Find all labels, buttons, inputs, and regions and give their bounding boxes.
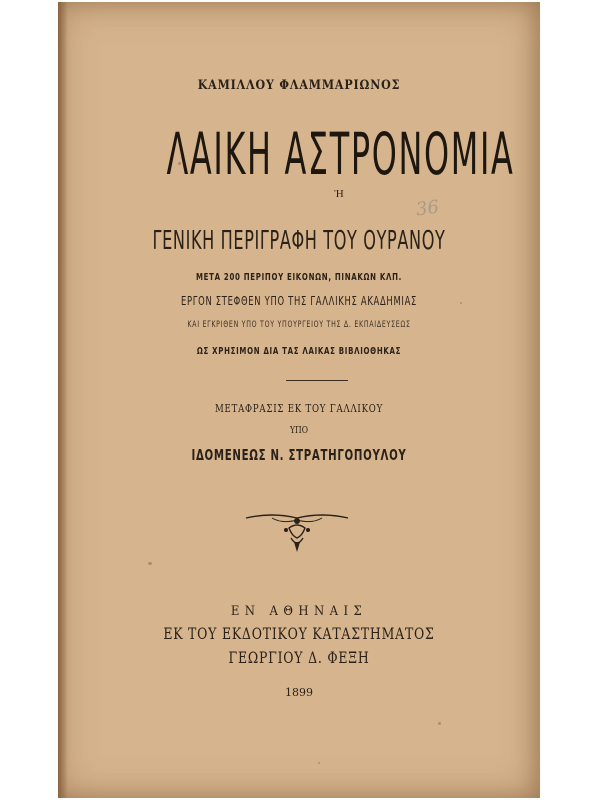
book-title: ΛΑΙΚΗ ΑΣΤΡΟΝΟΜΙΑ bbox=[166, 120, 515, 188]
paper-speck bbox=[318, 762, 320, 764]
publication-place: ΕΝ ΑΘΗΝΑΙΣ bbox=[230, 604, 368, 619]
handwritten-pencil-mark: 36 bbox=[414, 196, 441, 221]
library-use-note: ΩΣ ΧΡΗΣΙΜΟΝ ΔΙΑ ΤΑΣ ΛΑΙΚΑΣ ΒΙΒΛΙΟΘΗΚΑΣ bbox=[196, 346, 402, 357]
translation-note: ΜΕΤΑΦΡΑΣΙΣ ΕΚ ΤΟΥ ΓΑΛΛΙΚΟΥ bbox=[214, 402, 384, 415]
publication-year: 1899 bbox=[285, 686, 313, 699]
title-page bbox=[58, 2, 540, 798]
paper-speck bbox=[148, 562, 152, 565]
paper-speck bbox=[460, 302, 462, 304]
translator-name: ΙΔΟΜΕΝΕΩΣ Ν. ΣΤΡΑΤΗΓΟΠΟΥΛΟΥ bbox=[191, 446, 407, 464]
by-label: ΥΠΟ bbox=[289, 426, 308, 436]
paper-speck bbox=[438, 722, 441, 725]
illustrations-note: ΜΕΤΑ 200 ΠΕΡΙΠΟΥ ΕΙΚΟΝΩΝ, ΠΙΝΑΚΩΝ ΚΛΠ. bbox=[195, 272, 403, 283]
conjunction-eta: Ἡ bbox=[334, 188, 344, 200]
publisher-name: ΓΕΩΡΓΙΟΥ Δ. ΦΕΞΗ bbox=[228, 648, 370, 667]
paper-speck bbox=[178, 162, 181, 165]
book-subtitle: ΓΕΝΙΚΗ ΠΕΡΙΓΡΑΦΗ ΤΟΥ ΟΥΡΑΝΟΥ bbox=[152, 226, 446, 256]
floral-vignette-icon bbox=[242, 508, 352, 558]
author-name: ΚΑΜΙΛΛΟΥ ΦΛΑΜΜΑΡΙΩΝΟΣ bbox=[197, 78, 401, 93]
page-spine-shadow bbox=[58, 2, 68, 798]
publisher-house: ΕΚ ΤΟΥ ΕΚΔΟΤΙΚΟΥ ΚΑΤΑΣΤΗΜΑΤΟΣ bbox=[163, 624, 435, 643]
academy-award-note: ΕΡΓΟΝ ΣΤΕΦΘΕΝ ΥΠΟ ΤΗΣ ΓΑΛΛΙΚΗΣ ΑΚΑΔΗΜΙΑΣ bbox=[180, 294, 418, 308]
divider-rule bbox=[286, 380, 348, 381]
ministry-approval-note: ΚΑΙ ΕΓΚΡΙΘΕΝ ΥΠΟ ΤΟΥ ΥΠΟΥΡΓΕΙΟΥ ΤΗΣ Δ. ΕΚΠΑΙΔΕΥΣΕΩΣ bbox=[187, 320, 411, 330]
